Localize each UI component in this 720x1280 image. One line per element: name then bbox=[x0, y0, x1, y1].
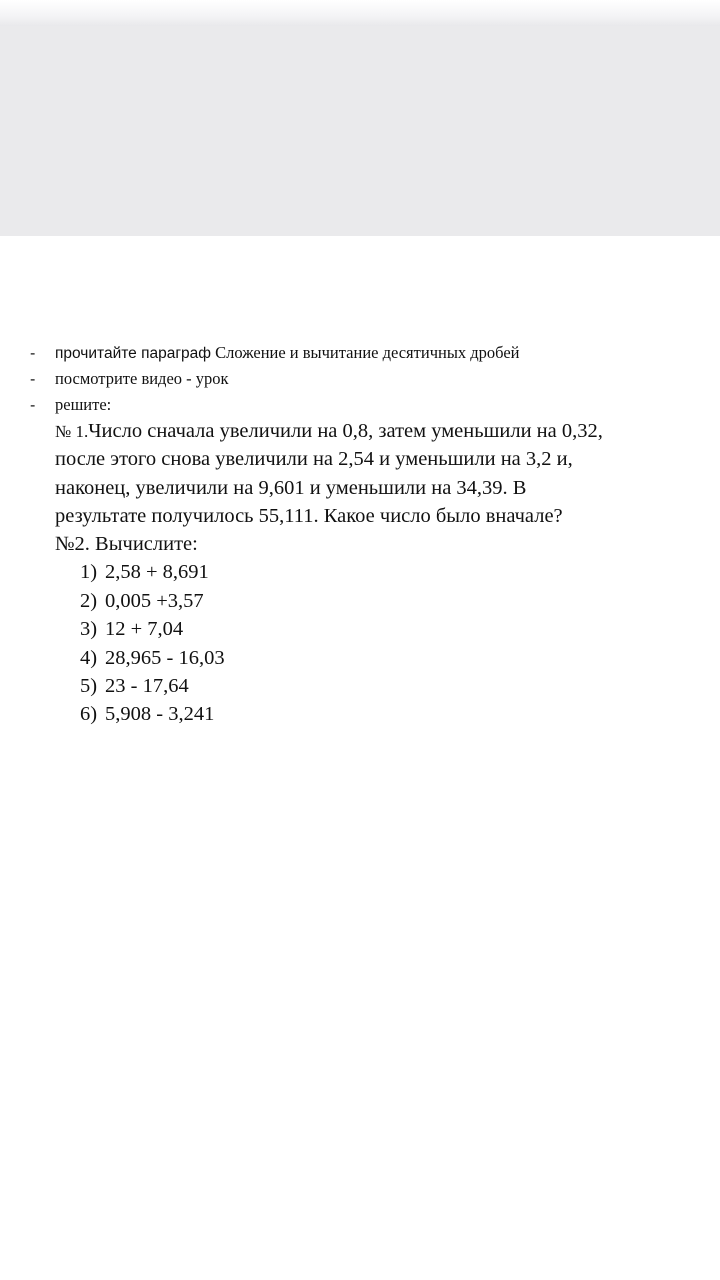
top-shadow bbox=[0, 0, 720, 26]
item-expression: 0,005 +3,57 bbox=[105, 590, 204, 612]
bullet-dash: - bbox=[30, 371, 36, 388]
task1-line-4: результате получилось 55,111. Какое число было вначале? bbox=[55, 505, 563, 527]
task1-number: № 1. bbox=[55, 422, 89, 441]
list-item bbox=[80, 559, 209, 585]
list-item bbox=[80, 701, 214, 727]
list-item bbox=[80, 588, 204, 614]
item-number: 6) bbox=[80, 703, 98, 725]
item-expression: 2,58 + 8,691 bbox=[105, 561, 209, 583]
item-expression: 12 + 7,04 bbox=[105, 618, 184, 640]
item-number: 4) bbox=[80, 647, 98, 669]
task1-line-1 bbox=[55, 418, 603, 445]
bullet-dash: - bbox=[30, 345, 36, 362]
instruction-solve: решите: bbox=[55, 395, 112, 414]
item-number: 1) bbox=[80, 561, 98, 583]
task1-line-3: наконец, увеличили на 9,601 и уменьшили на 34,39. В bbox=[55, 477, 527, 499]
task2-title: №2. Вычислите: bbox=[55, 533, 198, 555]
item-expression: 28,965 - 16,03 bbox=[105, 647, 225, 669]
gray-header-area bbox=[0, 26, 720, 236]
instruction-read-prefix: прочитайте параграф bbox=[55, 345, 211, 362]
item-expression: 23 - 17,64 bbox=[105, 675, 189, 697]
instruction-read-topic: Сложение и вычитание десятичных дробей bbox=[215, 343, 520, 362]
instruction-watch: посмотрите видео - урок bbox=[55, 369, 229, 388]
instruction-read bbox=[55, 343, 520, 364]
task1-text: Число сначала увеличили на 0,8, затем уменьшили на 0,32, bbox=[88, 420, 603, 442]
list-item bbox=[80, 616, 183, 642]
item-number: 5) bbox=[80, 675, 98, 697]
bullet-dash: - bbox=[30, 397, 36, 414]
item-number: 2) bbox=[80, 590, 98, 612]
list-item bbox=[80, 673, 189, 699]
item-expression: 5,908 - 3,241 bbox=[105, 703, 215, 725]
list-item bbox=[80, 645, 225, 671]
item-number: 3) bbox=[80, 618, 98, 640]
task1-line-2: после этого снова увеличили на 2,54 и уменьшили на 3,2 и, bbox=[55, 448, 573, 470]
